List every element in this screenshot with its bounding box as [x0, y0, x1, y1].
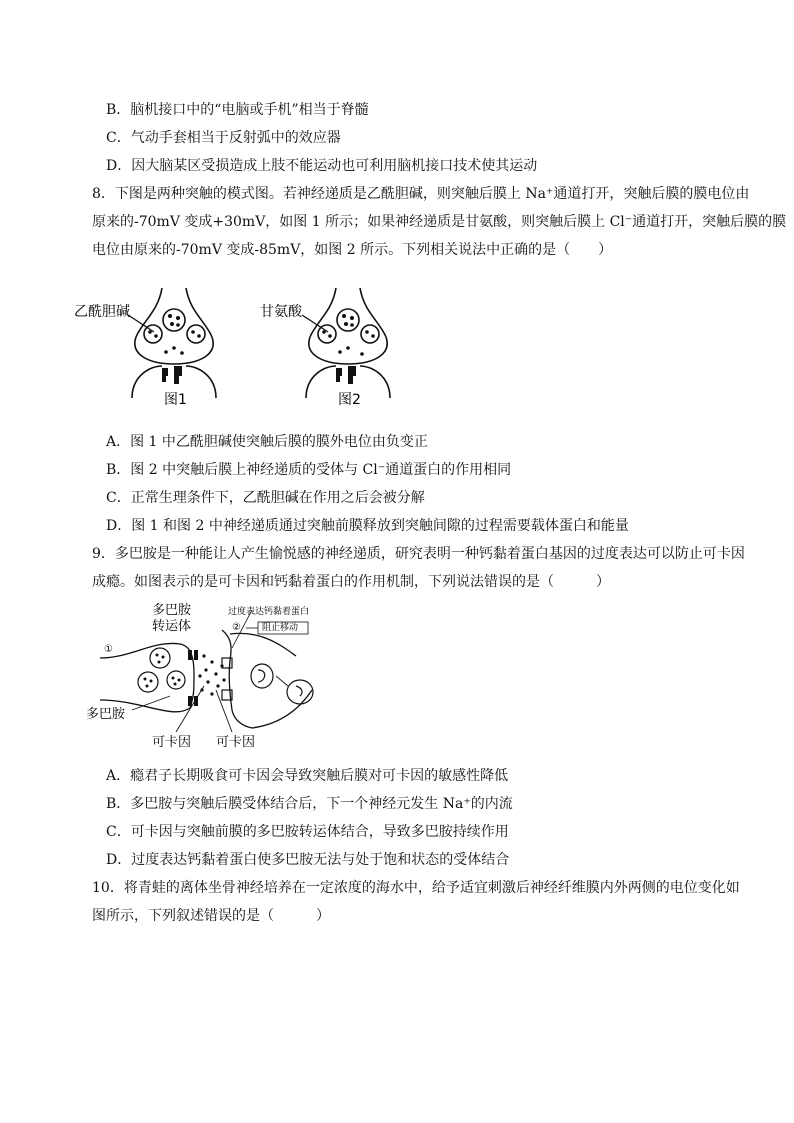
- q8-option-d: D．图 1 和图 2 中神经递质通过突触前膜释放到突触间隙的过程需要载体蛋白和能量: [106, 518, 629, 534]
- q7-option-d: D．因大脑某区受损造成上肢不能运动也可利用脑机接口技术使其运动: [106, 158, 538, 174]
- internal-structures: [251, 664, 313, 704]
- receptor-channels-1: [162, 366, 182, 384]
- q9-cocaine-mechanism-figure: [82, 600, 342, 750]
- fig-transporter-label-1: 多巴胺: [152, 603, 192, 618]
- vesicle-dots-2: [322, 314, 375, 356]
- vesicle-dots-1: [148, 314, 201, 355]
- q9-stem-line1: 9．多巴胺是一种能让人产生愉悦感的神经递质，研究表明一种钙黏着蛋白基因的过度表达可以防止可卡因: [92, 546, 745, 562]
- postsynaptic-membrane: [222, 630, 312, 728]
- q10-stem-line2: 图所示，下列叙述错误的是（ ）: [92, 908, 330, 924]
- fig-overexpress-label: 过度表达钙黏着蛋白: [228, 607, 310, 617]
- q9-option-d: D．过度表达钙黏着蛋白使多巴胺无法与处于饱和状态的受体结合: [106, 852, 510, 868]
- presynaptic-terminal: [100, 643, 194, 711]
- q9-option-a: A．瘾君子长期吸食可卡因会导致突触后膜对可卡因的敏感性降低: [106, 768, 509, 784]
- fig-circle-1: ①: [104, 644, 113, 655]
- fig1-caption: 图1: [164, 392, 187, 408]
- q8-synapse-figure: [70, 282, 410, 412]
- q9-option-c: C．可卡因与突触前膜的多巴胺转运体结合，导致多巴胺持续作用: [106, 824, 509, 840]
- fig2-caption: 图2: [338, 392, 361, 408]
- q9-option-b: B．多巴胺与突触后膜受体结合后，下一个神经元发生 Na⁺的内流: [106, 796, 513, 812]
- q7-option-b: B．脑机接口中的“电脑或手机”相当于脊髓: [106, 102, 369, 118]
- q8-stem-line1: 8．下图是两种突触的模式图。若神经递质是乙酰胆碱，则突触后膜上 Na⁺通道打开，突触后膜的膜电位由: [92, 186, 750, 202]
- q8-stem-line3: 电位由原来的-70mV 变成-85mV，如图 2 所示。下列相关说法中正确的是（ ）: [92, 242, 613, 258]
- q8-option-a: A．图 1 中乙酰胆碱使突触后膜的膜外电位由负变正: [106, 434, 428, 450]
- fig-cocaine-label-1: 可卡因: [152, 735, 192, 750]
- synaptic-vesicles: [138, 648, 185, 692]
- fig-circle-2: ②: [232, 622, 241, 633]
- receptor-channels-2: [336, 366, 356, 384]
- q8-option-c: C．正常生理条件下，乙酰胆碱在作用之后会被分解: [106, 490, 425, 506]
- q8-option-b: B．图 2 中突触后膜上神经递质的受体与 Cl⁻通道蛋白的作用相同: [106, 462, 512, 478]
- fig1-label: 乙酰胆碱: [74, 304, 130, 320]
- q10-stem-line1: 10．将青蛙的离体坐骨神经培养在一定浓度的海水中，给予适宜刺激后神经纤维膜内外两侧的电位变化如: [92, 880, 740, 896]
- fig-transporter-label-2: 转运体: [152, 619, 192, 634]
- q7-option-c: C．气动手套相当于反射弧中的效应器: [106, 130, 341, 146]
- fig2-label: 甘氨酸: [260, 304, 302, 320]
- q9-stem-line2: 成瘾。如图表示的是可卡因和钙黏着蛋白的作用机制，下列说法错误的是（ ）: [92, 574, 610, 590]
- q8-stem-line2: 原来的-70mV 变成+30mV，如图 1 所示；如果神经递质是甘氨酸，则突触后膜上 Cl⁻通道打开，突触后膜的膜: [92, 214, 787, 230]
- fig-cocaine-label-2: 可卡因: [216, 735, 256, 750]
- fig-dopamine-label: 多巴胺: [86, 707, 126, 722]
- fig-block-label: 阻止移动: [262, 623, 299, 633]
